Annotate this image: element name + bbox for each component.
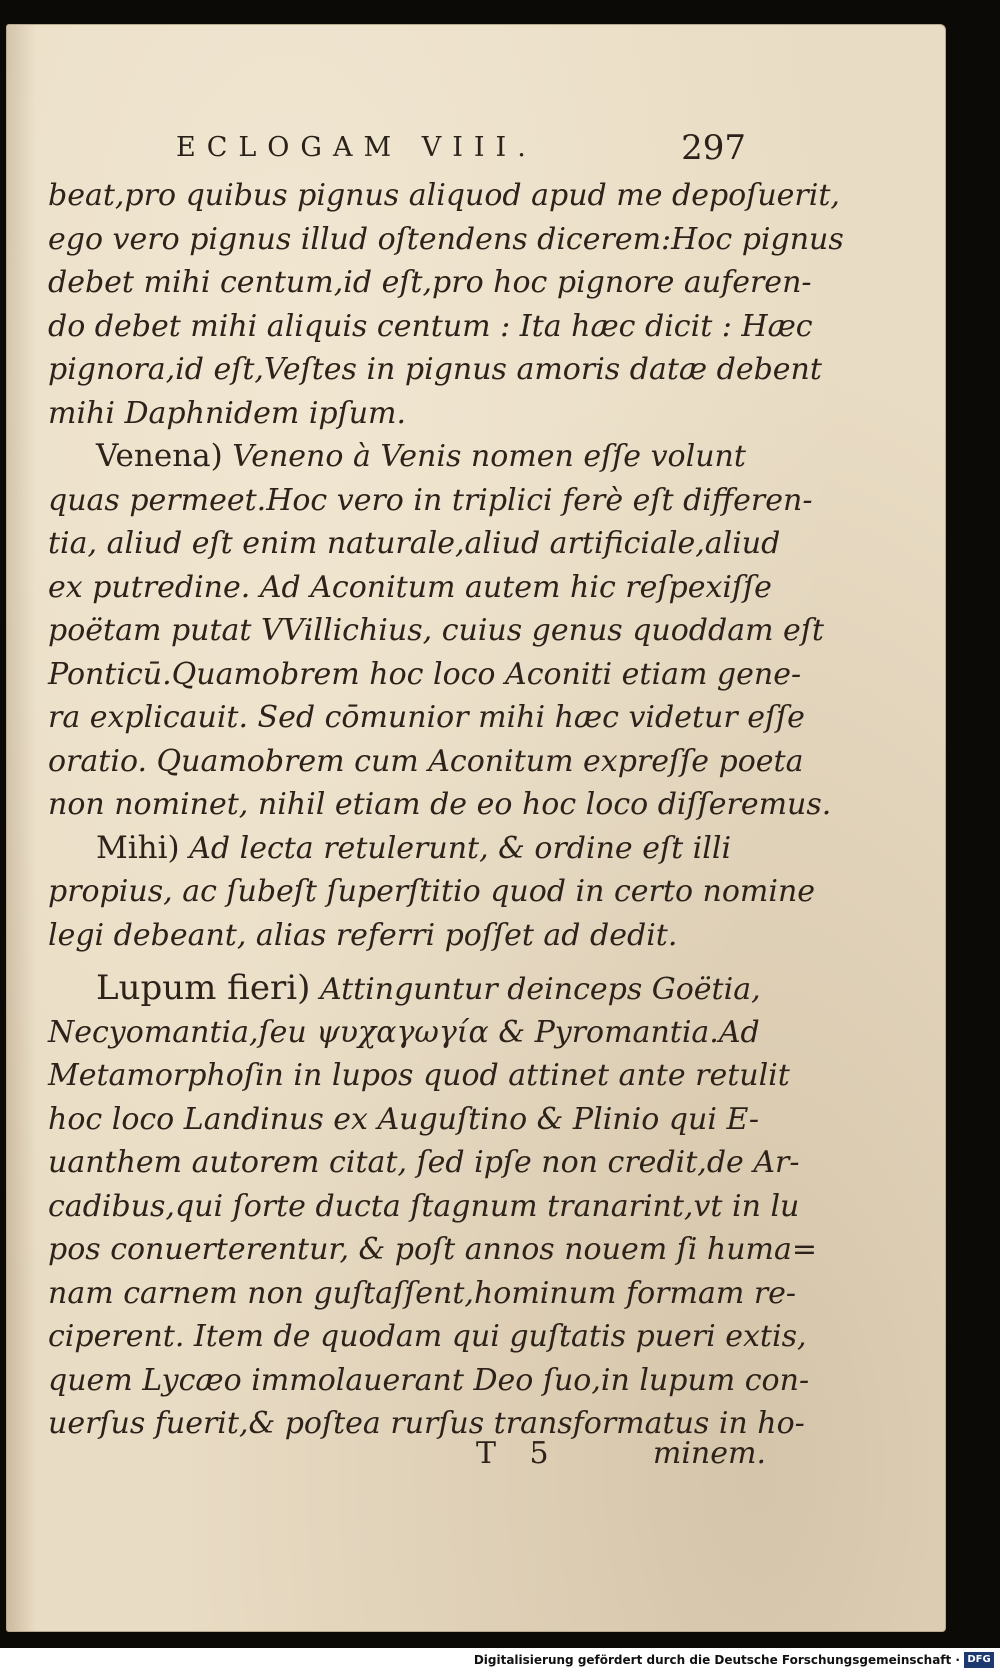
catchword: minem. bbox=[652, 1436, 766, 1471]
funding-notice: Digitalisierung gefördert durch die Deutsche Forschungsgemeinschaft · bbox=[473, 1653, 960, 1667]
text-line: mihi Daphnidem ipſum. bbox=[48, 395, 407, 431]
text-line bbox=[48, 827, 748, 871]
text-line: pignora,id eſt,Veſtes in pignus amoris datæ debent bbox=[48, 352, 822, 387]
running-head: ECLOGAM VIII. bbox=[176, 132, 537, 163]
text-line: hoc loco Landinus ex Auguſtino & Plinio qui E- bbox=[48, 1101, 760, 1137]
page-number: 297 bbox=[681, 128, 746, 168]
text-line: ego vero pignus illud oſtendens dicerem:Hoc pignus bbox=[48, 221, 844, 257]
lemma-venena: Venena) bbox=[96, 438, 223, 474]
paragraph-1 bbox=[48, 174, 844, 435]
page-header bbox=[176, 128, 746, 172]
lemma-gloss: Veneno à Venis nomen eſſe volunt bbox=[232, 439, 746, 474]
text-line: nam carnem non guſtaſſent,hominum formam re- bbox=[48, 1275, 797, 1311]
text-line: ciperent. Item de quodam qui guſtatis pueri extis, bbox=[48, 1319, 807, 1354]
text-line: legi debeant, alias referri poſſet ad dedit. bbox=[48, 917, 678, 953]
text-line: cadibus,qui ſorte ducta ſtagnum tranarint,vt in lu bbox=[48, 1188, 800, 1224]
text-line bbox=[48, 967, 761, 1011]
paragraph-4 bbox=[48, 967, 818, 1446]
text-line: quas permeet.Hoc vero in triplici ferè eſt differen- bbox=[48, 482, 813, 518]
text-line: oratio. Quamobrem cum Aconitum expreſſe poeta bbox=[48, 743, 804, 779]
text-line: do debet mihi aliquis centum : Ita hæc dicit : Hæc bbox=[48, 308, 813, 344]
text-line: poëtam putat VVillichius, cuius genus quoddam eſt bbox=[48, 613, 824, 648]
book-page bbox=[6, 24, 946, 1632]
text-line: debet mihi centum,id eſt,pro hoc pignore auferen- bbox=[48, 265, 812, 300]
signature-line bbox=[476, 1436, 766, 1480]
text-line: tia, aliud eſt enim naturale,aliud artificiale,aliud bbox=[48, 526, 781, 561]
paragraph-2 bbox=[48, 435, 832, 827]
text-line: Metamorphoſin in lupos quod attinet ante retulit bbox=[48, 1058, 790, 1093]
text-line: non nominet, nihil etiam de eo hoc loco diſſeremus. bbox=[48, 787, 832, 822]
text-line: pos conuerterentur, & poſt annos nouem ſi huma= bbox=[48, 1232, 818, 1267]
dfg-logo: DFG bbox=[964, 1652, 994, 1668]
text-line: uanthem autorem citat, ſed ipſe non credit,de Ar- bbox=[48, 1145, 800, 1180]
text-line: beat,pro quibus pignus aliquod apud me depoſuerit, bbox=[48, 178, 840, 213]
text-line: Ponticū.Quamobrem hoc loco Aconiti etiam gene- bbox=[48, 656, 802, 692]
lemma-gloss: Attinguntur deinceps Goëtia, bbox=[319, 972, 761, 1007]
text-line: Necyomantia,ſeu ψυχαγωγία & Pyromantia.Ad bbox=[48, 1014, 760, 1050]
paragraph-gap bbox=[48, 957, 748, 967]
lemma-mihi: Mihi) bbox=[96, 829, 180, 866]
text-line: uerſus fuerit,& poſtea rurſus transformatus in ho- bbox=[48, 1406, 805, 1441]
text-line: propius, ac ſubeſt ſuperſtitio quod in certo nomine bbox=[48, 874, 816, 909]
text-block bbox=[48, 174, 844, 1446]
text-line: ex putredine. Ad Aconitum autem hic reſpexiſſe bbox=[48, 569, 772, 605]
lemma-lupum-fieri: Lupum fieri) bbox=[96, 968, 311, 1008]
paragraph-3 bbox=[48, 827, 816, 958]
signature-mark: T 5 bbox=[476, 1436, 561, 1471]
footer-bar bbox=[0, 1648, 1000, 1673]
text-line: quem Lycæo immolauerant Deo ſuo,in lupum con- bbox=[48, 1362, 810, 1398]
lemma-gloss: Ad lecta retulerunt, & ordine eſt illi bbox=[189, 830, 732, 866]
text-line: ra explicauit. Sed cōmunior mihi hæc videtur eſſe bbox=[48, 700, 805, 735]
text-line bbox=[48, 435, 748, 479]
